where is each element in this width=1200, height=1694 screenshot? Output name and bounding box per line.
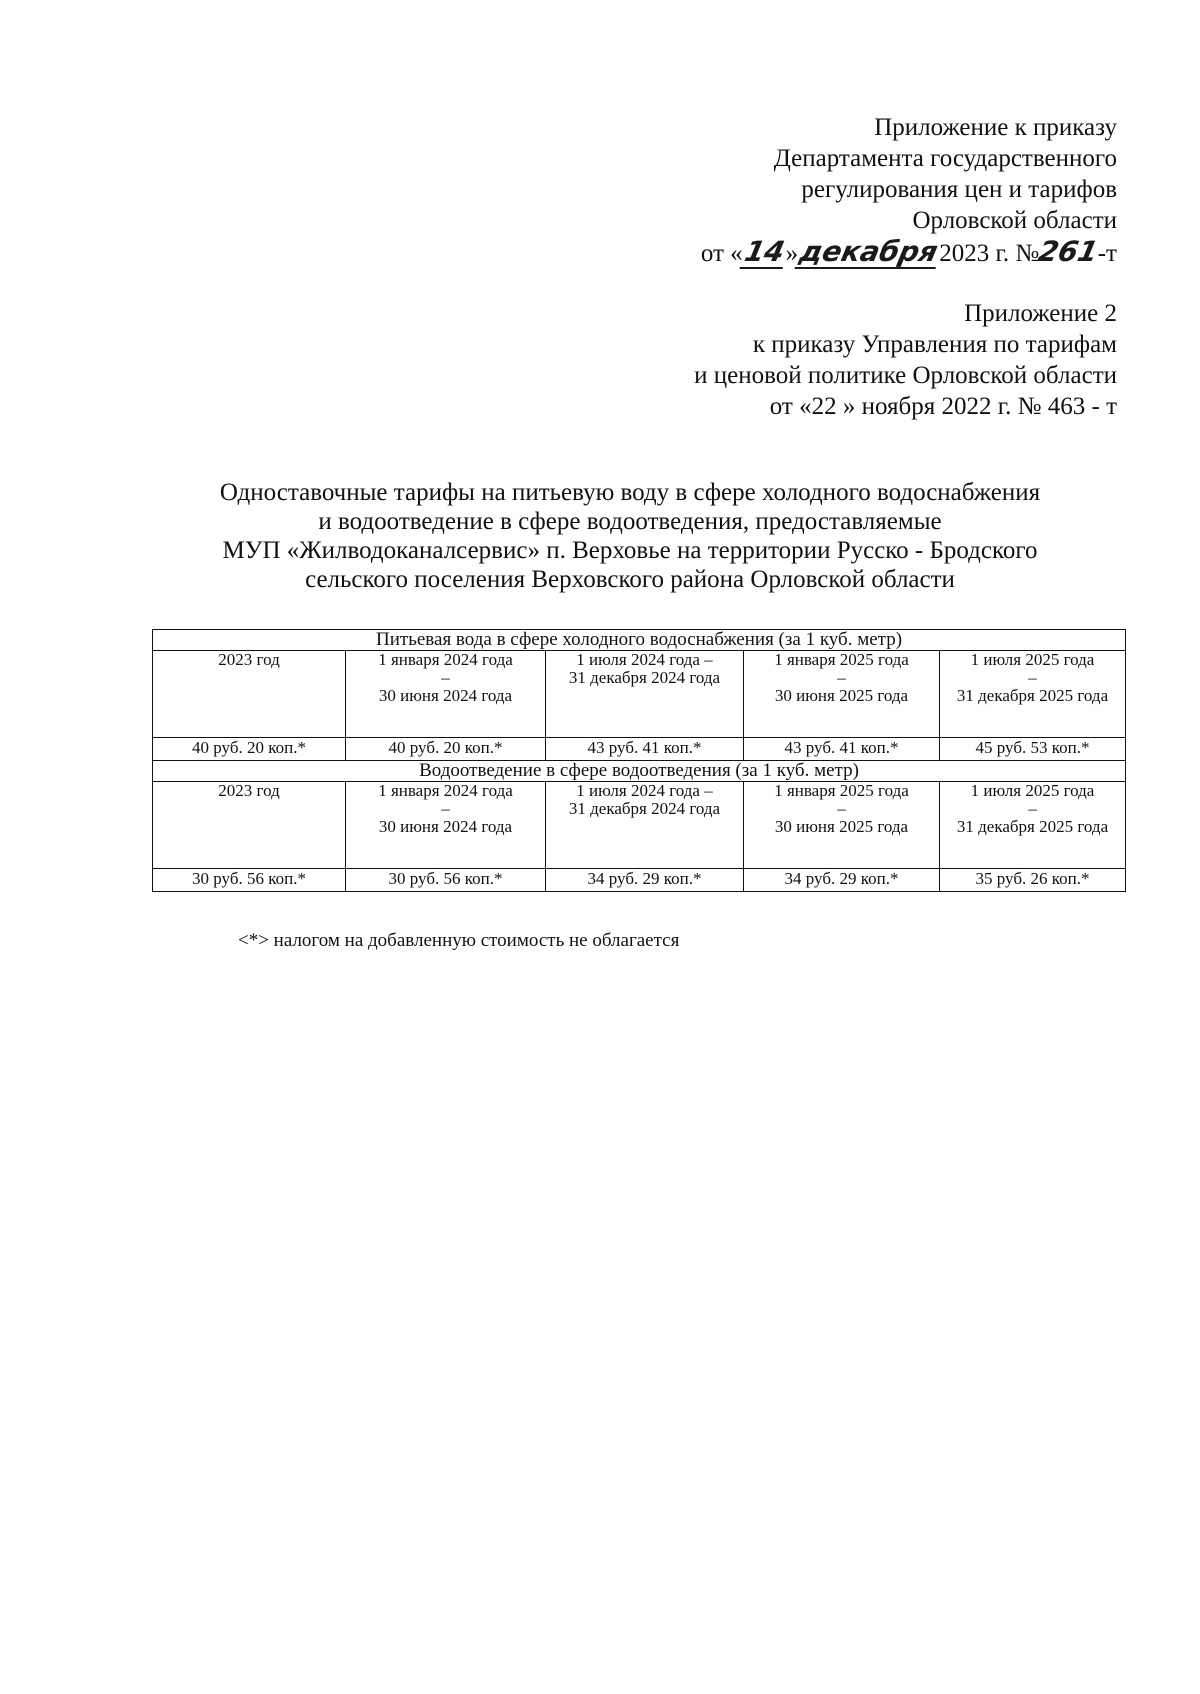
period-cell — [153, 782, 346, 869]
period-end: 30 июня 2025 года — [774, 686, 909, 705]
order-prefix: от « — [700, 240, 743, 267]
appendix-line: к приказу Управления по тарифам — [752, 331, 1117, 358]
period-end: 30 июня 2024 года — [378, 817, 513, 836]
period-cell — [546, 651, 744, 738]
period-end: 31 декабря 2024 года — [568, 668, 721, 687]
period-start: 1 января 2025 года — [774, 781, 909, 800]
period-cell — [744, 782, 940, 869]
period-start: 2023 год — [218, 650, 280, 669]
price-cell: 40 руб. 20 коп.* — [346, 738, 546, 761]
period-start: 1 июля 2025 года — [970, 650, 1095, 669]
price-cell: 40 руб. 20 коп.* — [153, 738, 346, 761]
price-cell: 43 руб. 41 коп.* — [744, 738, 940, 761]
price-cell: 43 руб. 41 коп.* — [546, 738, 744, 761]
appendix-header — [701, 112, 1117, 269]
period-end: 31 декабря 2025 года — [956, 686, 1109, 705]
price-cell: 35 руб. 26 коп.* — [940, 869, 1126, 892]
period-end: 31 декабря 2024 года — [568, 799, 721, 818]
price-cell: 30 руб. 56 коп.* — [153, 869, 346, 892]
appendix-line: и ценовой политике Орловской области — [694, 362, 1117, 389]
footnote: <*> налогом на добавленную стоимость не облагается — [238, 930, 680, 951]
period-start: 1 июля 2025 года — [970, 781, 1095, 800]
order-year: 2023 г. № — [939, 240, 1040, 267]
price-row — [153, 869, 1126, 892]
period-row — [153, 651, 1126, 738]
tariff-table — [152, 629, 1126, 892]
section-header-row — [153, 761, 1126, 782]
document-title — [160, 478, 1100, 594]
handwritten-month: декабря — [795, 236, 943, 269]
section-title: Питьевая вода в сфере холодного водоснабжения (за 1 куб. метр) — [153, 630, 1126, 651]
title-line: и водоотведение в сфере водоотведения, предоставляемые — [318, 508, 942, 535]
price-row — [153, 738, 1126, 761]
period-dash: – — [837, 668, 846, 687]
period-cell — [940, 651, 1126, 738]
price-cell: 30 руб. 56 коп.* — [346, 869, 546, 892]
period-start: 1 июля 2024 года – — [576, 650, 713, 669]
price-cell: 34 руб. 29 коп.* — [546, 869, 744, 892]
period-cell — [744, 651, 940, 738]
period-end: 30 июня 2024 года — [378, 686, 513, 705]
period-dash: – — [1028, 668, 1037, 687]
period-cell — [346, 782, 546, 869]
appendix-line: Приложение к приказу — [874, 114, 1117, 141]
handwritten-number: 261 — [1035, 235, 1102, 268]
title-line: Одноставочные тарифы на питьевую воду в сфере холодного водоснабжения — [219, 479, 1041, 506]
price-cell: 34 руб. 29 коп.* — [744, 869, 940, 892]
period-row — [153, 782, 1126, 869]
period-dash: – — [1028, 799, 1037, 818]
period-dash: – — [441, 799, 450, 818]
period-start: 2023 год — [218, 781, 280, 800]
quote-close: » — [785, 240, 799, 267]
order-date-line — [701, 236, 1117, 269]
section-title: Водоотведение в сфере водоотведения (за 1 куб. метр) — [153, 761, 1126, 782]
appendix-line: регулирования цен и тарифов — [801, 176, 1117, 203]
appendix-line: Департамента государственного — [773, 145, 1117, 172]
period-start: 1 января 2024 года — [378, 650, 513, 669]
section-header-row — [153, 630, 1126, 651]
order-suffix: -т — [1097, 240, 1117, 267]
period-dash: – — [837, 799, 846, 818]
appendix-line: Орловской области — [912, 207, 1117, 234]
period-start: 1 января 2025 года — [774, 650, 909, 669]
period-cell — [346, 651, 546, 738]
period-start: 1 июля 2024 года – — [576, 781, 713, 800]
appendix-line: от «22 » ноября 2022 г. № 463 - т — [769, 393, 1117, 420]
period-cell — [940, 782, 1126, 869]
title-line: МУП «Жилводоканалсервис» п. Верховье на территории Русско - Бродского — [222, 537, 1038, 564]
appendix-line: Приложение 2 — [964, 300, 1117, 327]
period-end: 30 июня 2025 года — [774, 817, 909, 836]
handwritten-day: 14 — [739, 236, 789, 269]
title-line: сельского поселения Верховского района Орловской области — [305, 566, 955, 593]
period-cell — [153, 651, 346, 738]
period-end: 31 декабря 2025 года — [956, 817, 1109, 836]
period-dash: – — [441, 668, 450, 687]
period-cell — [546, 782, 744, 869]
appendix-2-header — [694, 298, 1117, 422]
period-start: 1 января 2024 года — [378, 781, 513, 800]
price-cell: 45 руб. 53 коп.* — [940, 738, 1126, 761]
